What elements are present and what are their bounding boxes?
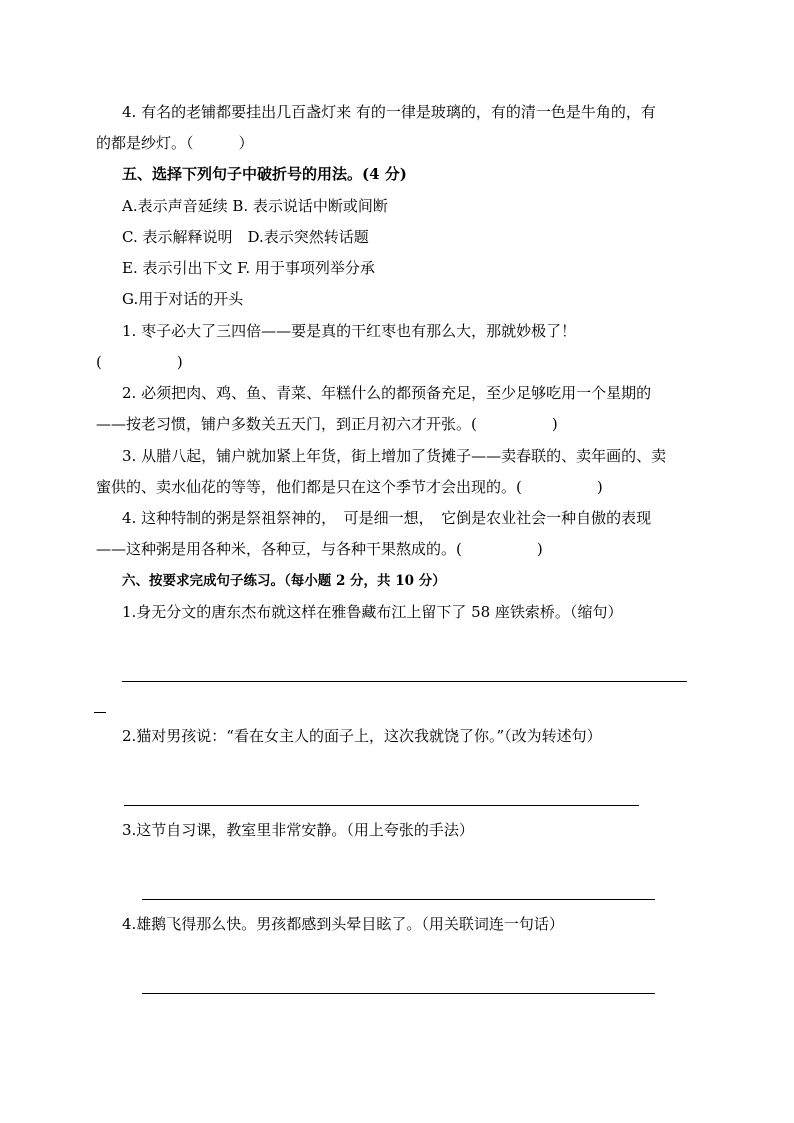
s6-item2-text: 2.猫对男孩说：“看在女主人的面子上，这次我就饶了你。”（改为转述句）	[122, 727, 602, 745]
answer-line-4[interactable]	[142, 993, 655, 994]
s5-item2-line1: 2. 必须把肉、鸡、鱼、青菜、年糕什么的都预备充足，至少足够吃用一个星期的	[122, 384, 652, 402]
s5-item1-line2: ( )	[96, 353, 183, 371]
option-line-3: E. 表示引出下文 F. 用于事项列举分承	[122, 259, 375, 277]
s5-item3-line1: 3. 从腊八起，铺户就加紧上年货，街上增加了货摊子——卖春联的、卖年画的、卖	[122, 447, 667, 465]
answer-line-1-tail	[94, 712, 106, 713]
s6-item4-text: 4.雄鹅飞得那么快。男孩都感到头晕目眩了。（用关联词连一句话）	[122, 915, 564, 933]
option-line-4: G.用于对话的开头	[122, 290, 244, 308]
s5-item2-line2: ——按老习惯，铺户多数关五天门，到正月初六才开张。( )	[96, 415, 558, 433]
answer-line-2[interactable]	[124, 805, 639, 806]
section5-title: 五、选择下列句子中破折号的用法。(4 分)	[122, 165, 407, 183]
s5-item1-line1: 1. 枣子必大了三四倍——要是真的干红枣也有那么大，那就妙极了！	[122, 322, 577, 340]
q4-line1: 4. 有名的老铺都要挂出几百盏灯来 有的一律是玻璃的，有的清一色是牛角的，有	[122, 103, 656, 121]
s6-item3-text: 3.这节自习课，教室里非常安静。（用上夸张的手法）	[122, 821, 474, 839]
answer-line-3[interactable]	[142, 899, 655, 900]
s5-item4-line2: ——这种粥是用各种米，各种豆，与各种干果熬成的。( )	[96, 540, 543, 558]
s5-item4-line1: 4. 这种特制的粥是祭祖祭神的， 可是细一想， 它倒是农业社会一种自傲的表现	[122, 509, 652, 527]
q4-line2: 的都是纱灯。（ ）	[96, 134, 254, 152]
section6-title: 六、按要求完成句子练习。（每小题 2 分，共 10 分）	[122, 573, 446, 589]
answer-line-1[interactable]	[122, 681, 687, 682]
option-line-1: A.表示声音延续 B. 表示说话中断或间断	[122, 197, 388, 215]
option-line-2: C. 表示解释说明 D.表示突然转话题	[122, 228, 369, 246]
s5-item3-line2: 蜜供的、卖水仙花的等等，他们都是只在这个季节才会出现的。( )	[96, 478, 603, 496]
s6-item1-text: 1.身无分文的唐东杰布就这样在雅鲁藏布江上留下了 58 座铁索桥。（缩句）	[122, 603, 623, 621]
